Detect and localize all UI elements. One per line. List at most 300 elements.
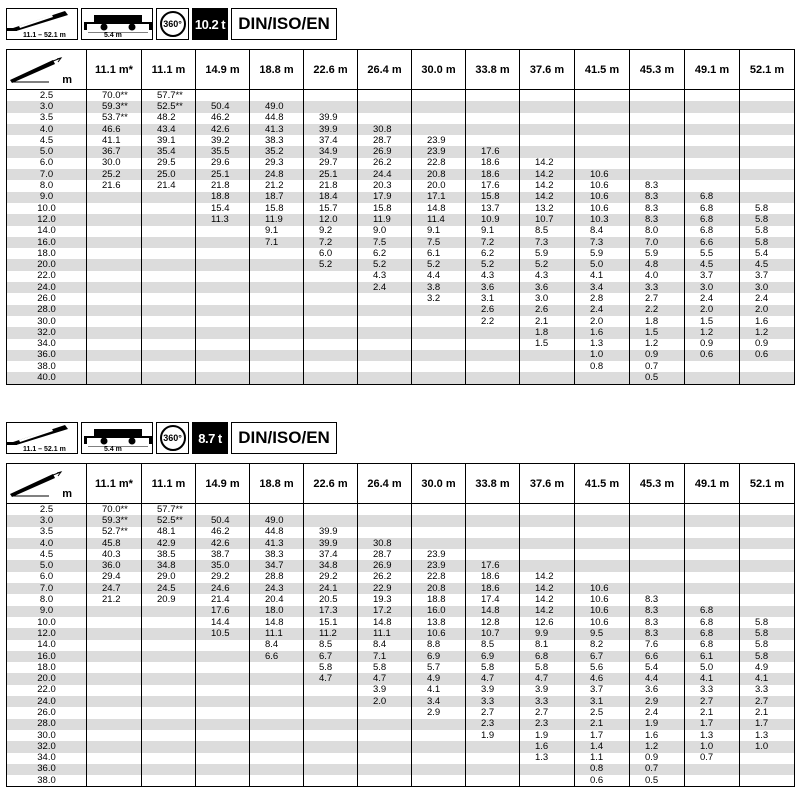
boom-length-column-header: 41.5 m [575, 464, 630, 504]
load-value-cell: 21.8 [196, 180, 250, 191]
load-value-cell: 8.3 [630, 594, 685, 605]
load-value-cell [196, 361, 250, 372]
load-value-cell: 4.0 [630, 271, 685, 282]
load-value-cell [87, 753, 142, 764]
load-value-cell [250, 662, 304, 673]
load-value-cell [304, 282, 358, 293]
load-value-cell: 13.7 [466, 203, 520, 214]
load-value-cell [412, 538, 466, 549]
load-value-cell: 5.2 [304, 259, 358, 270]
table-body [7, 504, 795, 787]
rotation-box [156, 8, 189, 40]
load-value-cell: 24.1 [304, 583, 358, 594]
load-value-cell [87, 248, 142, 259]
radius-cell: 36.0 [7, 350, 87, 361]
load-value-cell [250, 741, 304, 752]
load-value-cell: 2.0 [358, 696, 412, 707]
load-value-cell [358, 305, 412, 316]
load-chart-section-2 [6, 420, 794, 786]
load-value-cell [250, 696, 304, 707]
radius-cell: 14.0 [7, 226, 87, 237]
load-value-cell [142, 775, 196, 787]
boom-length-column-header: 33.8 m [466, 464, 520, 504]
radius-cell: 6.0 [7, 158, 87, 169]
load-value-cell: 17.6 [466, 180, 520, 191]
load-value-cell [250, 361, 304, 372]
load-value-cell: 34.8 [304, 560, 358, 571]
load-value-cell [304, 101, 358, 112]
load-value-cell [575, 158, 630, 169]
load-value-cell [250, 673, 304, 684]
load-value-cell: 11.1 [358, 628, 412, 639]
load-value-cell [87, 192, 142, 203]
load-value-cell [142, 237, 196, 248]
load-value-cell [740, 594, 795, 605]
load-value-cell: 4.9 [740, 662, 795, 673]
radius-cell: 22.0 [7, 685, 87, 696]
load-value-cell: 2.7 [685, 696, 740, 707]
table-row [7, 316, 795, 327]
load-value-cell: 14.4 [196, 617, 250, 628]
load-value-cell: 3.0 [520, 293, 575, 304]
boom-length-column-header: 41.5 m [575, 50, 630, 90]
load-value-cell [142, 327, 196, 338]
table-row [7, 226, 795, 237]
load-value-cell [87, 226, 142, 237]
load-value-cell [358, 527, 412, 538]
load-value-cell [142, 696, 196, 707]
load-value-cell: 20.0 [412, 180, 466, 191]
load-value-cell: 3.3 [630, 282, 685, 293]
load-value-cell [685, 146, 740, 157]
table-row [7, 248, 795, 259]
load-value-cell: 11.2 [304, 628, 358, 639]
load-value-cell [196, 504, 250, 516]
load-value-cell: 4.5 [685, 259, 740, 270]
load-value-cell: 12.8 [466, 617, 520, 628]
load-value-cell [685, 180, 740, 191]
load-value-cell [740, 527, 795, 538]
load-value-cell: 53.7** [87, 113, 142, 124]
load-value-cell: 14.2 [520, 169, 575, 180]
load-value-cell [630, 549, 685, 560]
load-value-cell: 18.7 [250, 192, 304, 203]
counterweight-badge: 8.7 t [192, 422, 228, 454]
load-value-cell: 1.6 [520, 741, 575, 752]
load-value-cell: 1.1 [575, 753, 630, 764]
load-value-cell: 14.2 [520, 180, 575, 191]
load-value-cell: 1.2 [630, 339, 685, 350]
load-value-cell [196, 696, 250, 707]
load-value-cell: 2.6 [520, 305, 575, 316]
table-row [7, 572, 795, 583]
load-value-cell: 13.8 [412, 617, 466, 628]
load-value-cell [412, 339, 466, 350]
load-value-cell [142, 707, 196, 718]
load-value-cell: 14.8 [250, 617, 304, 628]
load-value-cell [250, 707, 304, 718]
load-value-cell: 1.3 [575, 339, 630, 350]
radius-cell: 24.0 [7, 696, 87, 707]
load-value-cell [685, 504, 740, 516]
table-row [7, 305, 795, 316]
load-value-cell: 5.8 [740, 640, 795, 651]
load-value-cell [87, 662, 142, 673]
load-value-cell: 2.7 [630, 293, 685, 304]
load-value-cell: 42.6 [196, 124, 250, 135]
load-value-cell [196, 707, 250, 718]
load-value-cell: 17.9 [358, 192, 412, 203]
load-value-cell: 6.7 [575, 651, 630, 662]
load-value-cell: 14.8 [412, 203, 466, 214]
load-value-cell [87, 350, 142, 361]
norm-label: DIN/ISO/EN [231, 422, 337, 454]
load-value-cell: 15.4 [196, 203, 250, 214]
load-value-cell [740, 606, 795, 617]
load-value-cell [142, 741, 196, 752]
load-value-cell [740, 124, 795, 135]
load-value-cell: 13.2 [520, 203, 575, 214]
load-value-cell [685, 764, 740, 775]
load-value-cell [87, 271, 142, 282]
load-value-cell: 26.9 [358, 560, 412, 571]
load-value-cell: 20.8 [412, 169, 466, 180]
load-value-cell: 0.7 [685, 753, 740, 764]
load-value-cell: 1.3 [685, 730, 740, 741]
load-value-cell: 37.4 [304, 549, 358, 560]
load-value-cell [575, 504, 630, 516]
load-value-cell [304, 504, 358, 516]
load-value-cell: 6.2 [358, 248, 412, 259]
load-value-cell [250, 775, 304, 787]
load-value-cell [575, 113, 630, 124]
boom-length-box [6, 8, 78, 40]
load-value-cell: 2.4 [358, 282, 412, 293]
radius-cell: 3.5 [7, 527, 87, 538]
load-value-cell: 18.8 [412, 594, 466, 605]
table-row [7, 515, 795, 526]
load-value-cell: 7.5 [358, 237, 412, 248]
boom-length-column-header: 18.8 m [250, 50, 304, 90]
radius-cell: 26.0 [7, 707, 87, 718]
load-value-cell: 39.2 [196, 135, 250, 146]
table-row [7, 237, 795, 248]
load-value-cell [466, 124, 520, 135]
radius-cell: 5.0 [7, 146, 87, 157]
load-value-cell [630, 135, 685, 146]
load-value-cell: 7.1 [250, 237, 304, 248]
load-value-cell [520, 361, 575, 372]
load-value-cell [520, 560, 575, 571]
load-value-cell: 3.1 [466, 293, 520, 304]
load-value-cell [196, 764, 250, 775]
load-value-cell: 25.0 [142, 169, 196, 180]
rotation-box [156, 422, 189, 454]
load-value-cell: 18.4 [304, 192, 358, 203]
load-value-cell [685, 113, 740, 124]
load-value-cell: 2.0 [685, 305, 740, 316]
load-value-cell: 45.8 [87, 538, 142, 549]
load-value-cell: 0.5 [630, 372, 685, 384]
load-value-cell: 2.5 [575, 707, 630, 718]
load-value-cell: 29.7 [304, 158, 358, 169]
radius-cell: 5.0 [7, 560, 87, 571]
table-row [7, 135, 795, 146]
load-value-cell [358, 775, 412, 787]
load-value-cell: 0.6 [740, 350, 795, 361]
load-value-cell: 52.5** [142, 101, 196, 112]
load-value-cell: 4.7 [304, 673, 358, 684]
load-value-cell: 12.0 [304, 214, 358, 225]
load-value-cell: 20.4 [250, 594, 304, 605]
load-value-cell: 30.8 [358, 124, 412, 135]
load-value-cell: 1.3 [740, 730, 795, 741]
load-value-cell [630, 169, 685, 180]
load-value-cell: 14.2 [520, 606, 575, 617]
load-value-cell: 3.9 [466, 685, 520, 696]
load-value-cell: 35.4 [142, 146, 196, 157]
load-value-cell: 5.4 [740, 248, 795, 259]
load-value-cell: 0.6 [685, 350, 740, 361]
radius-cell: 34.0 [7, 753, 87, 764]
load-value-cell: 14.8 [358, 617, 412, 628]
load-value-cell [142, 673, 196, 684]
load-value-cell [685, 372, 740, 384]
load-value-cell [142, 606, 196, 617]
load-value-cell [520, 90, 575, 102]
radius-cell: 12.0 [7, 214, 87, 225]
load-value-cell [412, 113, 466, 124]
load-value-cell: 8.5 [304, 640, 358, 651]
load-value-cell [412, 775, 466, 787]
load-value-cell: 5.8 [740, 226, 795, 237]
load-value-cell [740, 192, 795, 203]
load-value-cell: 1.9 [630, 719, 685, 730]
load-value-cell: 7.5 [412, 237, 466, 248]
telescopic-boom-icon [7, 9, 79, 31]
table-row [7, 293, 795, 304]
boom-length-column-header: 26.4 m [358, 464, 412, 504]
boom-length-column-header: 11.1 m [142, 50, 196, 90]
table-row [7, 594, 795, 605]
load-value-cell [87, 685, 142, 696]
load-value-cell: 5.2 [466, 259, 520, 270]
radius-cell: 6.0 [7, 572, 87, 583]
load-value-cell [466, 361, 520, 372]
boom-length-column-header: 26.4 m [358, 50, 412, 90]
table-row [7, 549, 795, 560]
load-value-cell [196, 327, 250, 338]
load-value-cell: 29.4 [87, 572, 142, 583]
load-value-cell: 42.6 [196, 538, 250, 549]
boom-length-column-header: 22.6 m [304, 50, 358, 90]
rotation-label: 360° [163, 19, 182, 29]
load-value-cell [358, 316, 412, 327]
load-value-cell [740, 560, 795, 571]
load-value-cell [87, 730, 142, 741]
load-value-cell: 20.3 [358, 180, 412, 191]
load-value-cell [358, 719, 412, 730]
load-value-cell [196, 316, 250, 327]
load-value-cell: 15.8 [250, 203, 304, 214]
load-value-cell [412, 764, 466, 775]
load-value-cell: 1.2 [630, 741, 685, 752]
load-value-cell [740, 372, 795, 384]
load-table [6, 49, 795, 385]
load-value-cell: 4.6 [575, 673, 630, 684]
radius-cell: 18.0 [7, 662, 87, 673]
load-value-cell [250, 764, 304, 775]
load-value-cell [520, 515, 575, 526]
load-value-cell [304, 372, 358, 384]
load-value-cell [358, 515, 412, 526]
load-value-cell: 6.8 [685, 203, 740, 214]
boom-radius-icon [9, 53, 69, 83]
outrigger-box [81, 8, 153, 40]
load-value-cell: 20.5 [304, 594, 358, 605]
table-row [7, 617, 795, 628]
load-value-cell: 36.0 [87, 560, 142, 571]
load-value-cell: 10.6 [575, 180, 630, 191]
table-row [7, 651, 795, 662]
load-value-cell: 2.9 [630, 696, 685, 707]
load-value-cell: 6.6 [685, 237, 740, 248]
load-value-cell: 4.4 [630, 673, 685, 684]
load-value-cell [250, 248, 304, 259]
radius-cell: 34.0 [7, 339, 87, 350]
outrigger-icon [82, 423, 154, 447]
radius-cell: 8.0 [7, 594, 87, 605]
load-value-cell: 6.7 [304, 651, 358, 662]
load-value-cell: 39.9 [304, 538, 358, 549]
load-value-cell: 6.1 [412, 248, 466, 259]
load-value-cell: 52.5** [142, 515, 196, 526]
load-value-cell [304, 361, 358, 372]
boom-length-column-header: 14.9 m [196, 50, 250, 90]
load-value-cell [87, 673, 142, 684]
radius-corner-cell [7, 464, 87, 504]
load-value-cell [87, 719, 142, 730]
load-value-cell: 40.3 [87, 549, 142, 560]
load-value-cell: 8.4 [575, 226, 630, 237]
table-row [7, 158, 795, 169]
load-value-cell [685, 361, 740, 372]
load-value-cell: 4.5 [740, 259, 795, 270]
load-value-cell: 46.6 [87, 124, 142, 135]
load-value-cell: 35.2 [250, 146, 304, 157]
load-value-cell [196, 651, 250, 662]
load-value-cell [87, 696, 142, 707]
load-value-cell: 26.2 [358, 572, 412, 583]
load-value-cell [304, 730, 358, 741]
load-value-cell [630, 124, 685, 135]
load-value-cell [466, 549, 520, 560]
load-value-cell [250, 504, 304, 516]
load-value-cell [466, 327, 520, 338]
radius-corner-cell [7, 50, 87, 90]
load-value-cell: 5.7 [412, 662, 466, 673]
load-value-cell: 42.9 [142, 538, 196, 549]
load-value-cell [466, 339, 520, 350]
load-value-cell: 2.6 [466, 305, 520, 316]
load-value-cell: 6.9 [412, 651, 466, 662]
radius-cell: 2.5 [7, 90, 87, 102]
load-value-cell [196, 685, 250, 696]
load-value-cell: 39.1 [142, 135, 196, 146]
load-value-cell [196, 305, 250, 316]
load-value-cell: 6.8 [685, 606, 740, 617]
load-value-cell: 26.9 [358, 146, 412, 157]
load-value-cell: 48.1 [142, 527, 196, 538]
load-value-cell: 2.1 [740, 707, 795, 718]
load-value-cell: 10.7 [466, 628, 520, 639]
load-value-cell: 10.6 [575, 192, 630, 203]
load-value-cell: 1.3 [520, 753, 575, 764]
load-value-cell: 3.6 [630, 685, 685, 696]
load-value-cell: 8.5 [466, 640, 520, 651]
load-value-cell [740, 113, 795, 124]
load-value-cell [87, 259, 142, 270]
load-value-cell: 8.0 [630, 226, 685, 237]
load-value-cell: 24.8 [250, 169, 304, 180]
load-value-cell: 1.6 [575, 327, 630, 338]
load-value-cell [250, 339, 304, 350]
radius-cell: 8.0 [7, 180, 87, 191]
load-value-cell: 4.7 [520, 673, 575, 684]
load-value-cell: 10.6 [575, 203, 630, 214]
table-row [7, 504, 795, 516]
load-value-cell: 3.8 [412, 282, 466, 293]
load-value-cell: 6.8 [685, 192, 740, 203]
load-value-cell: 15.1 [304, 617, 358, 628]
load-value-cell [87, 214, 142, 225]
load-value-cell [740, 538, 795, 549]
table-row [7, 124, 795, 135]
load-value-cell [142, 282, 196, 293]
load-value-cell [87, 316, 142, 327]
load-value-cell: 5.8 [740, 651, 795, 662]
load-value-cell [466, 90, 520, 102]
load-value-cell [304, 696, 358, 707]
load-value-cell: 15.8 [358, 203, 412, 214]
load-value-cell: 6.8 [685, 640, 740, 651]
outrigger-box [81, 422, 153, 454]
load-value-cell [575, 560, 630, 571]
load-value-cell: 5.8 [740, 214, 795, 225]
load-value-cell [142, 628, 196, 639]
load-value-cell [196, 741, 250, 752]
load-value-cell: 1.6 [740, 316, 795, 327]
load-value-cell: 17.3 [304, 606, 358, 617]
counterweight-badge: 10.2 t [192, 8, 228, 40]
load-value-cell: 1.0 [740, 741, 795, 752]
load-value-cell [412, 124, 466, 135]
load-value-cell [685, 775, 740, 787]
load-value-cell [196, 730, 250, 741]
load-value-cell: 70.0** [87, 504, 142, 516]
load-value-cell: 4.7 [358, 673, 412, 684]
load-value-cell: 5.8 [740, 203, 795, 214]
radius-cell: 16.0 [7, 651, 87, 662]
outrigger-width-label: 5.4 m [104, 446, 122, 453]
load-value-cell: 30.8 [358, 538, 412, 549]
load-value-cell: 23.9 [412, 135, 466, 146]
load-value-cell: 1.0 [685, 741, 740, 752]
load-value-cell [466, 753, 520, 764]
load-value-cell: 34.9 [304, 146, 358, 157]
load-value-cell: 1.0 [575, 350, 630, 361]
load-value-cell: 22.9 [358, 583, 412, 594]
